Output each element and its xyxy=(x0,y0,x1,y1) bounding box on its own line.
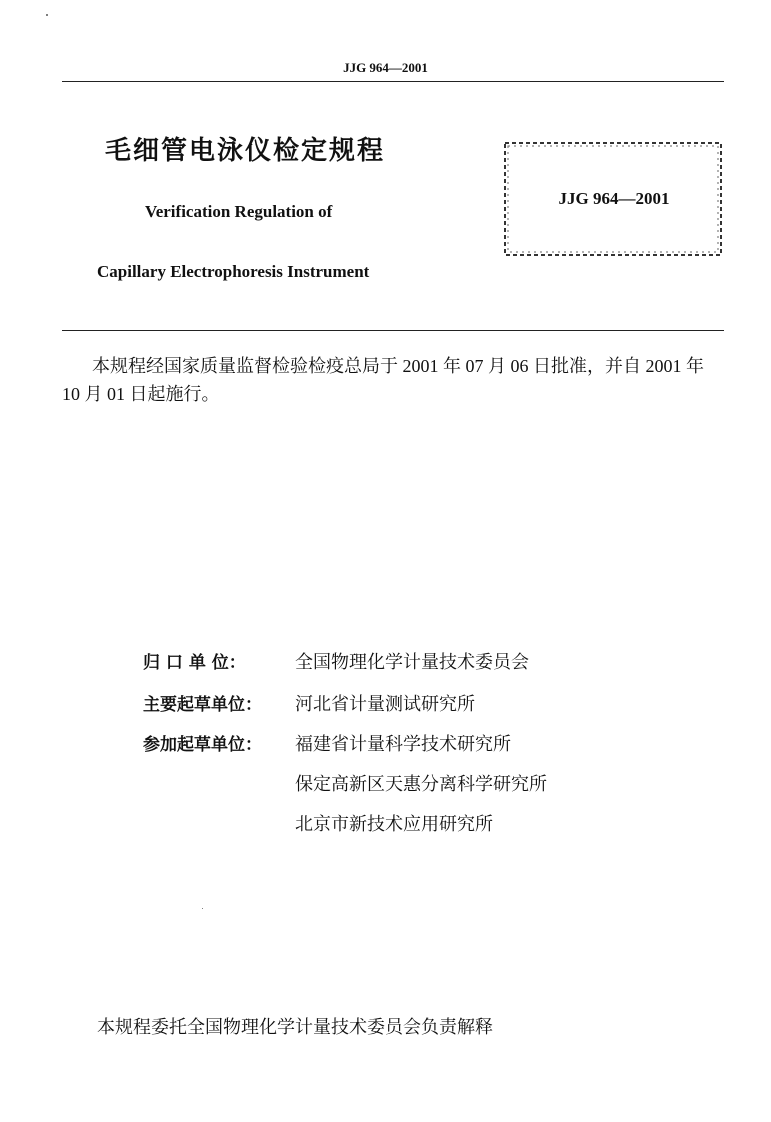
org-value-participating-3: 北京市新技术应用研究所 xyxy=(295,814,493,834)
code-box-text: JJG 964—2001 xyxy=(558,189,670,208)
footer-note: 本规程委托全国物理化学计量技术委员会负责解释 xyxy=(97,1017,493,1037)
org-label-responsible: 归 口 单 位： xyxy=(143,653,246,673)
approval-paragraph: 本规程经国家质量监督检验检疫总局于 2001 年 07 月 06 日批准，并自 2001 年 10 月 01 日起施行。 xyxy=(62,356,704,404)
org-label-main-drafter: 主要起草单位： xyxy=(143,695,262,715)
org-value-participating-2: 保定高新区天惠分离科学研究所 xyxy=(295,774,547,794)
header-rule xyxy=(62,81,724,82)
title-chinese: 毛细管电泳仪检定规程 xyxy=(105,136,386,166)
org-row-participating xyxy=(143,730,511,756)
scan-speck xyxy=(46,14,48,16)
org-row-responsible xyxy=(143,648,529,674)
scan-speck xyxy=(202,908,203,909)
org-value-responsible: 全国物理化学计量技术委员会 xyxy=(295,652,529,672)
code-box xyxy=(503,140,725,260)
org-row-main-drafter xyxy=(143,690,475,716)
org-label-participating: 参加起草单位： xyxy=(143,735,262,755)
title-rule xyxy=(62,330,724,331)
title-english-line1: Verification Regulation of xyxy=(145,202,333,221)
title-english-line2: Capillary Electrophoresis Instrument xyxy=(97,262,370,281)
org-value-main-drafter: 河北省计量测试研究所 xyxy=(295,694,475,714)
org-value-participating-1: 福建省计量科学技术研究所 xyxy=(295,734,511,754)
header-code: JJG 964—2001 xyxy=(343,60,428,75)
